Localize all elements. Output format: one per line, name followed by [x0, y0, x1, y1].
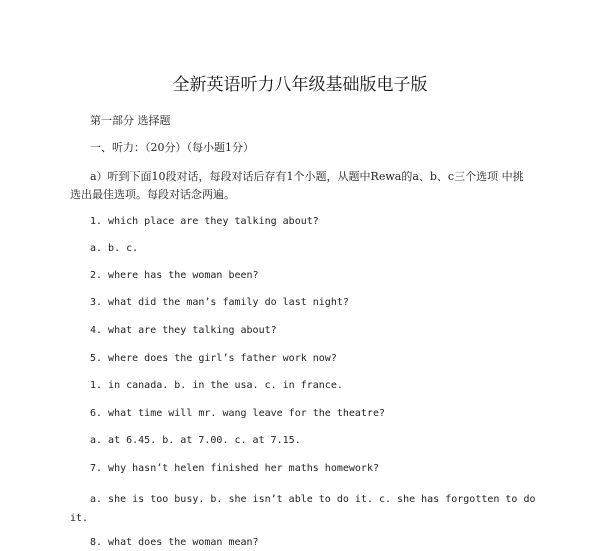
question-7: 7. why hasn’t helen finished her maths homework? — [90, 463, 379, 474]
part-heading: 第一部分 选择题 — [90, 114, 171, 127]
options-7-text: a. she is too busy. b. she isn’t able to do it. c. she has forgotten to do it. — [70, 494, 536, 524]
question-5: 5. where does the girl’s father work now? — [90, 353, 337, 364]
options-1: a. b. c. — [90, 243, 139, 254]
question-3: 3. what did the man’s family do last night? — [90, 297, 349, 308]
options-7 — [70, 490, 540, 528]
question-1: 1. which place are they talking about? — [90, 216, 319, 227]
options-5: 1. in canada. b. in the usa. c. in france. — [90, 380, 343, 391]
options-6: a. at 6.45. b. at 7.00. c. at 7.15. — [90, 435, 301, 446]
question-8: 8. what does the woman mean? — [90, 537, 259, 548]
instruction-paragraph — [70, 168, 530, 204]
question-2: 2. where has the woman been? — [90, 270, 259, 281]
question-6: 6. what time will mr. wang leave for the theatre? — [90, 408, 386, 419]
section-heading: 一、听力：（20分）（每小题1分） — [90, 141, 254, 154]
question-4: 4. what are they talking about? — [90, 325, 277, 336]
instruction-text: a）听到下面10段对话，每段对话后存有1个小题，从题中Rewa的a、b、c三个选项 中挑选出最佳选项。每段对话念两遍。 — [70, 170, 524, 201]
document-title: 全新英语听力八年级基础版电子版 — [172, 75, 428, 95]
